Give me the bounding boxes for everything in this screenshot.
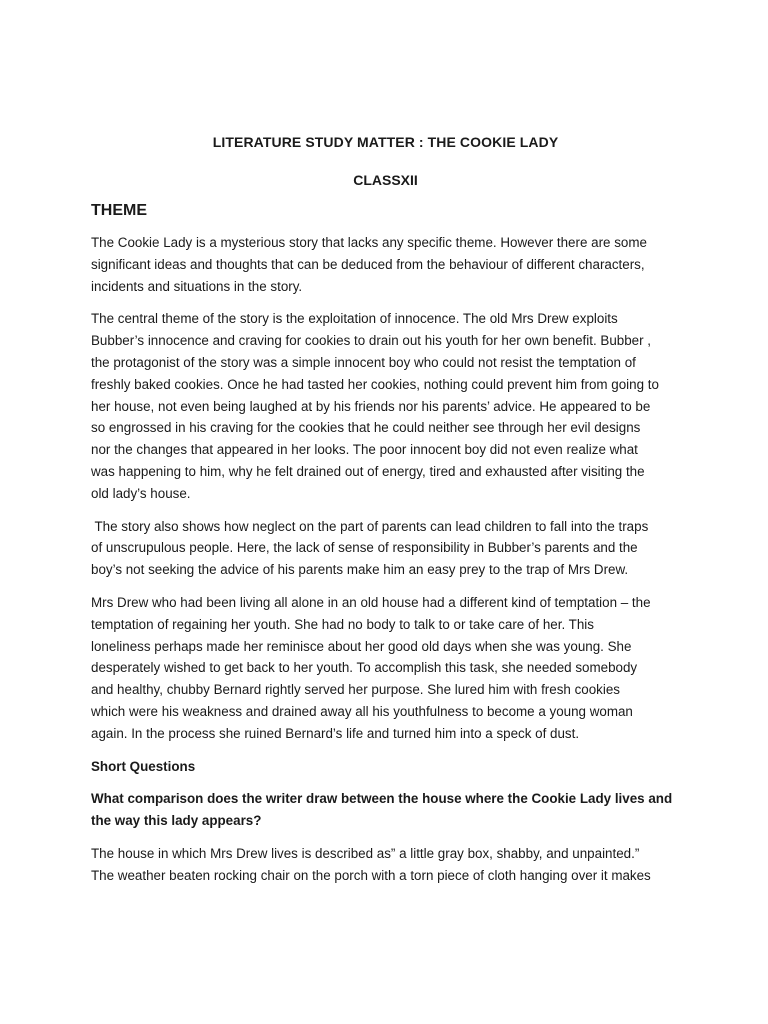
document-title: LITERATURE STUDY MATTER : THE COOKIE LADY — [212, 134, 559, 150]
text-line: freshly baked cookies. Once he had tasted her cookies, nothing could prevent him from going to — [91, 376, 659, 392]
paragraph-mrs-drew — [91, 592, 680, 745]
text-line: of unscrupulous people. Here, the lack of sense of responsibility in Bubber’s parents and the — [91, 540, 638, 556]
text-line: The story also shows how neglect on the part of parents can lead children to fall into the traps — [91, 518, 649, 534]
text-line: the protagonist of the story was a simple innocent boy who could not resist the temptation of — [91, 354, 636, 370]
text-line: Bubber’s innocence and craving for cookies to drain out his youth for her own benefit. Bubber , — [91, 333, 652, 349]
text-line: What comparison does the writer draw between the house where the Cookie Lady lives and — [91, 791, 673, 807]
text-line: and healthy, chubby Bernard rightly served her purpose. She lured him with fresh cookies — [91, 682, 620, 698]
text-line: the way this lady appears? — [91, 813, 262, 829]
text-line: The central theme of the story is the exploitation of innocence. The old Mrs Drew exploits — [91, 311, 618, 327]
question-1 — [91, 788, 680, 832]
paragraph-parental-neglect — [91, 516, 680, 581]
text-line: incidents and situations in the story. — [91, 278, 303, 294]
class-label: CLASSXII — [353, 172, 418, 188]
short-questions-heading: Short Questions — [91, 758, 196, 774]
text-line: so engrossed in his craving for the cookies that he could neither see through her evil designs — [91, 420, 641, 436]
text-line: significant ideas and thoughts that can be deduced from the behaviour of different characters, — [91, 256, 645, 272]
theme-heading: THEME — [91, 202, 147, 219]
text-line: Mrs Drew who had been living all alone in an old house had a different kind of temptation – the — [91, 594, 651, 610]
paragraph-intro — [91, 232, 680, 297]
text-line: The house in which Mrs Drew lives is described as” a little gray box, shabby, and unpainted.” — [91, 845, 640, 861]
text-line: The weather beaten rocking chair on the porch with a torn piece of cloth hanging over it makes — [91, 867, 651, 883]
text-line: old lady’s house. — [91, 485, 191, 501]
text-line: temptation of regaining her youth. She had no body to talk to or take care of her. This — [91, 616, 594, 632]
text-line: which were his weakness and drained away all his youthfulness to become a young woman — [91, 703, 633, 719]
text-line: again. In the process she ruined Bernard’s life and turned him into a speck of dust. — [91, 725, 580, 741]
text-line: was happening to him, why he felt drained out of energy, tired and exhausted after visiting the — [91, 463, 645, 479]
text-line: loneliness perhaps made her reminisce about her good old days when she was young. She — [91, 638, 632, 654]
text-line: desperately wished to get back to her youth. To accomplish this task, she needed somebody — [91, 660, 638, 676]
answer-1 — [91, 843, 680, 887]
text-line: boy’s not seeking the advice of his parents make him an easy prey to the trap of Mrs Drew. — [91, 562, 629, 578]
paragraph-central-theme — [91, 308, 680, 504]
text-line: her house, not even being laughed at by his friends nor his parents’ advice. He appeared to be — [91, 398, 651, 414]
text-line: The Cookie Lady is a mysterious story that lacks any specific theme. However there are some — [91, 235, 647, 250]
text-line: nor the changes that appeared in her looks. The poor innocent boy did not even realize what — [91, 442, 638, 458]
